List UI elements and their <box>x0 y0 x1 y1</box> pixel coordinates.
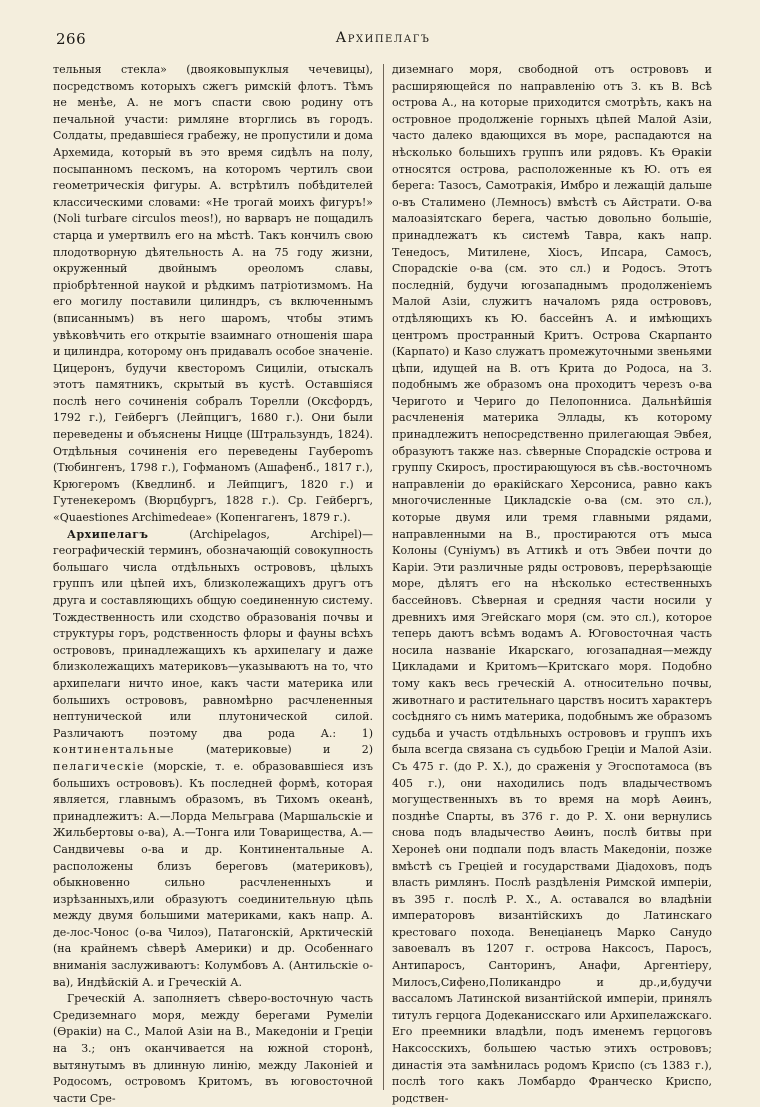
running-head: Архипелагъ <box>335 30 431 46</box>
page-number: 266 <box>56 30 87 48</box>
greek-archipelago-continued: диземнаго моря, свободной отъ острововъ и расширяющейся по направленiю отъ З. къ В. Всѣ острова А., на которые приходится смотрѣть, какъ на островное продолженiе горныхъ цѣпей Малой Азiи, часто далеко вдающихся въ море, распадаются на нѣсколько большихъ группъ или рядовъ. Къ Өракiи относятся острова, расположенные къ Ю. отъ ея берега: Тазосъ, Самотракiя, Имбро и лежащiй дальше о-въ Сталимено (Лемносъ) вмѣстѣ съ Айстрати. О-ва малоазiятскаго берега, частью довольно большiе, принадлежатъ къ системѣ Тавра, какъ напр. Тенедосъ, Митилене, Хiосъ, Ипсара, Самосъ, Спорадскiе о-ва (см. это сл.) и Родосъ. Этотъ последнiй, будучи югозападнымъ продолженiемъ Малой Азiи, служитъ началомъ ряда острововъ, отдѣляющихъ къ Ю. бассейнъ А. и имѣющихъ центромъ пространный Критъ. Острова Скарпанто (Карпато) и Казо служатъ промежуточными звеньями цѣпи, идущей на В. отъ Крита до Родоса, на З. подобнымъ же образомъ она проходитъ черезъ о-ва Черигото и Черигo до Пелопонниса. Дальнѣйшiя расчлененiя материка Эллады, къ которому принадлежитъ непосредственно прилегающая Эвбея, образуютъ также наз. сѣверные Спорадскiе острова и группу Скиросъ, простирающуюся въ сѣв.-восточномъ направленiи до өракiйскаго Херсониса, равно какъ многочисленные Цикладскiе о-ва (см. это сл.), которые двумя или тремя главными рядами, направленными на В., простираются отъ мыса Колоны (Сунiумъ) въ Аттикѣ и отъ Эвбеи почти до Карiи. Эти различные ряды острововъ, перерѣзающiе море, дѣлятъ его на нѣсколько естественныхъ бассейновъ. Сѣверная и средняя части носили у древнихъ имя Эгейскаго моря (см. это сл.), которое теперь даютъ всѣмъ водамъ А. Юговосточная часть носила названiе Икарскаго, югозападная—между Цикладами и Критомъ—Критскаго моря. Подобно тому какъ весь греческiй А. относительно почвы, животнаго и растительнаго царствъ носитъ характеръ сосѣдняго съ нимъ материка, подобнымъ же образомъ судьба и участь отдѣльныхъ острововъ и группъ ихъ была всегда связана съ судьбою Грецiи и Малой Азiи. Съ 475 г. (до Р. Х.), до сраженiя у Эгоспотамоса (въ 405 г.), они находились подъ владычествомъ могущественныхъ въ то время на морѣ Аөинъ, позднѣе Спарты, въ 376 г. до Р. Х. они вернулись снова подъ владычество Аөинъ, послѣ битвы при Херонеѣ они подпали подъ власть Македонiи, позже вмѣстѣ съ Грецiей и государствами Дiадоховъ, подъ власть римлянъ. Послѣ раздѣленiя Римской имперiи, въ 395 г. послѣ Р. Х., А. оставался во владѣнiи императоровъ византiйскихъ до Латинскаго крестоваго похода. Венецiанецъ Марко Санудо завоевалъ въ 1207 г. острова Наксосъ, Паросъ, Антипаросъ, Санторинъ, Анафи, Аргентiеру, Милосъ,Сифено,Поликандро и др.,и,будучи вассаломъ Латинской византiйской имперiи, принялъ титулъ герцога Додеканисскаго или Архипелажскаго. Его преемники владѣли, подъ именемъ герцоговъ Наксосскихъ, большею частью этихъ острововъ; династiя эта замѣнилась родомъ Криспо (съ 1383 г.), послѣ того какъ Ломбардо Франческо Криспо, родствен- <box>392 63 712 1105</box>
article-text: (материковые) и 2) <box>174 743 373 757</box>
archipelago-article <box>53 527 373 992</box>
right-column <box>392 62 712 1105</box>
term-pelagic: пелагическiе <box>53 759 145 773</box>
term-continental: континентальные <box>53 743 175 757</box>
column-divider <box>383 64 384 1090</box>
article-text: (Archipelagos, Archipel)—географическiй терминъ, обозначающiй совокупность большаго числа отдѣльныхъ острововъ, цѣлыхъ группъ или цѣпей ихъ, близколежащихъ другъ отъ друга и составляющихъ общую соединенную систему. Тождественность или сходство образованiя почвы и структуры горъ, родственность флоры и фауны всѣхъ острововъ, принадлежащихъ къ архипелагу и даже близколежащихъ материковъ—указываютъ на то, что архипелаги ничто иное, какъ части материка или большихъ острововъ, равномѣрно расчлененныя нептунической или плутонической силой. Различаютъ поэтому два рода А.: 1) <box>53 527 373 740</box>
greek-archipelago-paragraph: Греческiй А. заполняетъ сѣверо-восточную часть Средиземнаго моря, между берегами Румелiи (Өракiи) на С., Малой Азiи на В., Македонiи и Грецiи на З.; онъ оканчивается на южной сторонѣ, вытянутымъ въ длинную линiю, между Лаконiей и Родосомъ, островомъ Критомъ, въ юговосточной части Сре- <box>53 992 373 1105</box>
left-column <box>53 62 373 1105</box>
article-text: (морскiе, т. е. образовавшiеся изъ большихъ острововъ). Къ последней формѣ, которая является, главнымъ образомъ, въ Тихомъ океанѣ, принадлежитъ: А.—Лорда Мельграва (Маршальскiе и Жильбертовы о-ва), А.—Тонга или Товарищества, А.—Сандвичевы о-ва и др. Континентальные А. расположены близъ береговъ (материковъ), обыкновенно сильно расчлененныхъ и изрѣзанныхъ,или образуютъ соединительную цѣпь между двумя большими материками, какъ напр. А. де-лос-Чонос (о-ва Чилоэ), Патагонскiй, Арктическiй (на крайнемъ сѣверѣ Америки) и др. Особеннаго вниманiя заслуживаютъ: Колумбовъ А. (Антильскiе о-ва), Индѣйскiй А. и Греческiй А. <box>53 759 373 989</box>
article-headword: Архипелагъ <box>67 527 149 541</box>
archimedes-article-end: тельныя стекла» (двояковыпуклыя чечевицы), посредствомъ которыхъ сжегъ римскiй флотъ. Тѣмъ не менѣе, А. не могъ спасти свою родину отъ печальной участи: римляне вторглись въ городъ. Солдаты, предавшiеся грабежу, не пропустили и дома Архемида, который въ это время сидѣлъ на полу, посыпанномъ пескомъ, на которомъ чертилъ свои геометрическiя фигуры. А. встрѣтилъ побѣдителей классическими словами: «Не трогай моихъ фигуръ!» (Noli turbare circulos meos!), но варваръ не пощадилъ старца и умертвилъ его на мѣстѣ. Такъ кончилъ свою плодотворную дѣятельность А. на 75 году жизни, окруженный двойнымъ ореоломъ славы, прiобрѣтенной наукой и рѣдкимъ патрiотизмомъ. На его могилу поставили цилиндръ, съ включеннымъ (вписаннымъ) въ него шаромъ, чтобы этимъ увѣковѣчить его открытiе взаимнаго отношенiя шара и цилиндра, которому онъ придавалъ особое значенiе. Цицеронъ, будучи квесторомъ Сицилiи, отыскалъ этотъ памятникъ, скрытый въ кустѣ. Оставшiяся послѣ него сочиненiя собралъ Торелли (Оксфордъ, 1792 г.), Гейбергъ (Лейпцигъ, 1680 г.). Они были переведены и объяснены Ницце (Штральзундъ, 1824). Отдѣльныя сочиненiя его переведены Гаубероmъ (Тюбингенъ, 1798 г.), Гофманомъ (Ашафенб., 1817 г.), Крюгеромъ (Кведлинб. и Лейпцигъ, 1820 г.) и Гутенекеромъ (Вюрцбургъ, 1828 г.). Ср. Гейбергъ, «Quaestiones Archimedeae» (Копенгагенъ, 1879 г.). <box>53 63 373 525</box>
page-header <box>56 30 710 52</box>
